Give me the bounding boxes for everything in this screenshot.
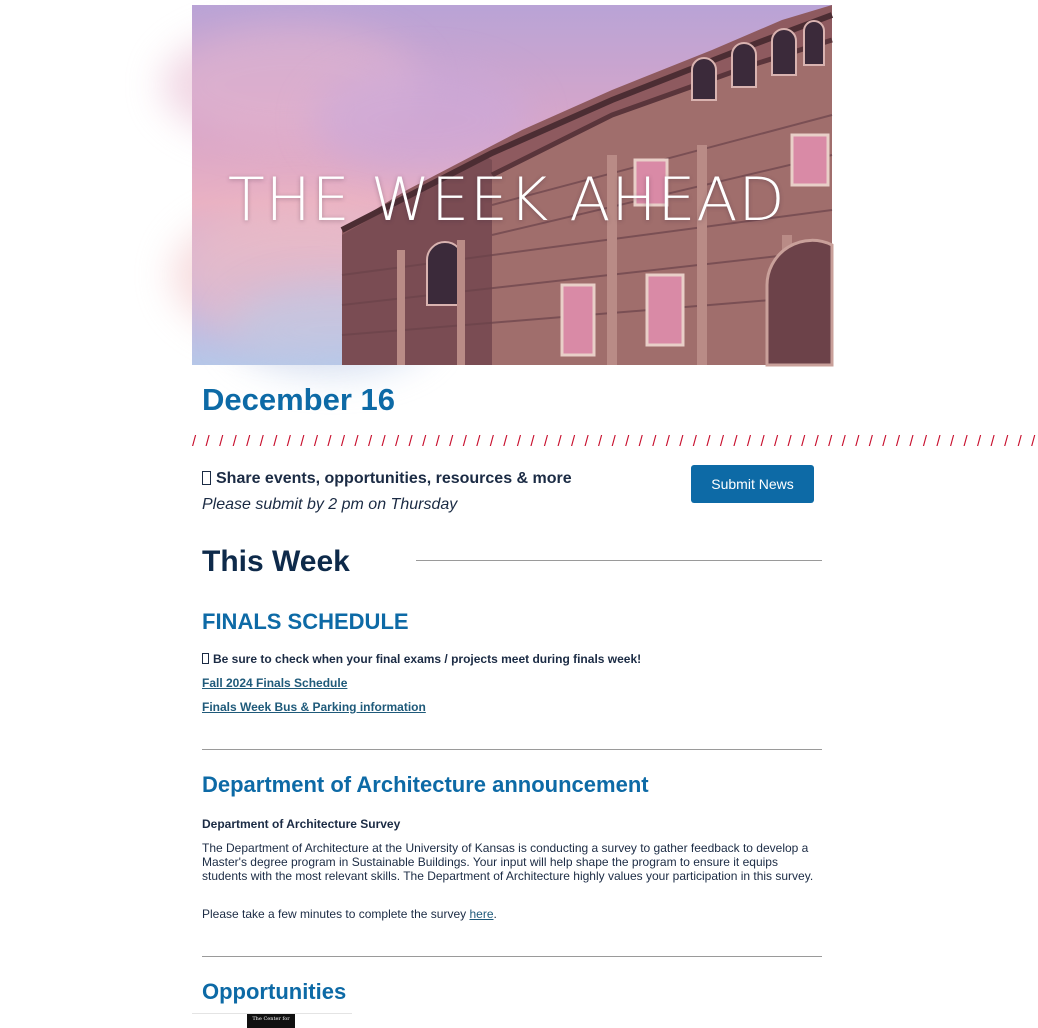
submit-news-button[interactable]: Submit News <box>691 465 814 503</box>
architecture-cta <box>202 907 822 921</box>
architecture-title: Department of Architecture announcement <box>202 772 649 797</box>
architecture-cta-prefix: Please take a few minutes to complete the survey <box>202 907 470 921</box>
section-divider <box>202 749 822 750</box>
issue-date: December 16 <box>202 382 396 417</box>
megaphone-icon <box>202 471 211 485</box>
section-divider <box>202 956 822 957</box>
share-prompt-text: Share events, opportunities, resources & more <box>216 470 572 487</box>
hero-banner <box>192 5 832 365</box>
opportunity-thumbnail[interactable]: The Center for <box>247 1014 295 1028</box>
heading-rule <box>416 560 822 561</box>
decorative-divider: / / / / / / / / / / / / / / / / / / / / / / / / / / / / / / / / / / / / / / / / / / / / / / / / / / / / / / / / / / / / / / / <box>192 433 1038 450</box>
finals-schedule-link[interactable]: Fall 2024 Finals Schedule <box>202 676 348 690</box>
this-week-heading: This Week <box>202 545 350 578</box>
finals-note-text: Be sure to check when your final exams / projects meet during finals week! <box>213 652 642 666</box>
finals-bus-parking-link[interactable]: Finals Week Bus & Parking information <box>202 700 426 714</box>
survey-here-link[interactable]: here <box>469 907 494 921</box>
architecture-subtitle: Department of Architecture Survey <box>202 817 401 831</box>
share-prompt <box>202 470 572 488</box>
opportunities-title: Opportunities <box>202 979 347 1004</box>
hero-title: THE WEEK AHEAD <box>228 165 786 235</box>
calendar-icon <box>202 653 209 664</box>
architecture-body: The Department of Architecture at the University of Kansas is conducting a survey to gather feedback to develop a Master's degree program in Sustainable Buildings. Your input will help shape the program to ensure it equips students with the most relevant skills. The Department of Architecture highly values your participation in this survey. <box>202 841 814 883</box>
finals-title: FINALS SCHEDULE <box>202 609 409 634</box>
submit-deadline: Please submit by 2 pm on Thursday <box>202 496 458 513</box>
architecture-cta-suffix: . <box>493 907 497 921</box>
finals-note <box>202 652 641 666</box>
newsletter <box>192 5 1038 1022</box>
